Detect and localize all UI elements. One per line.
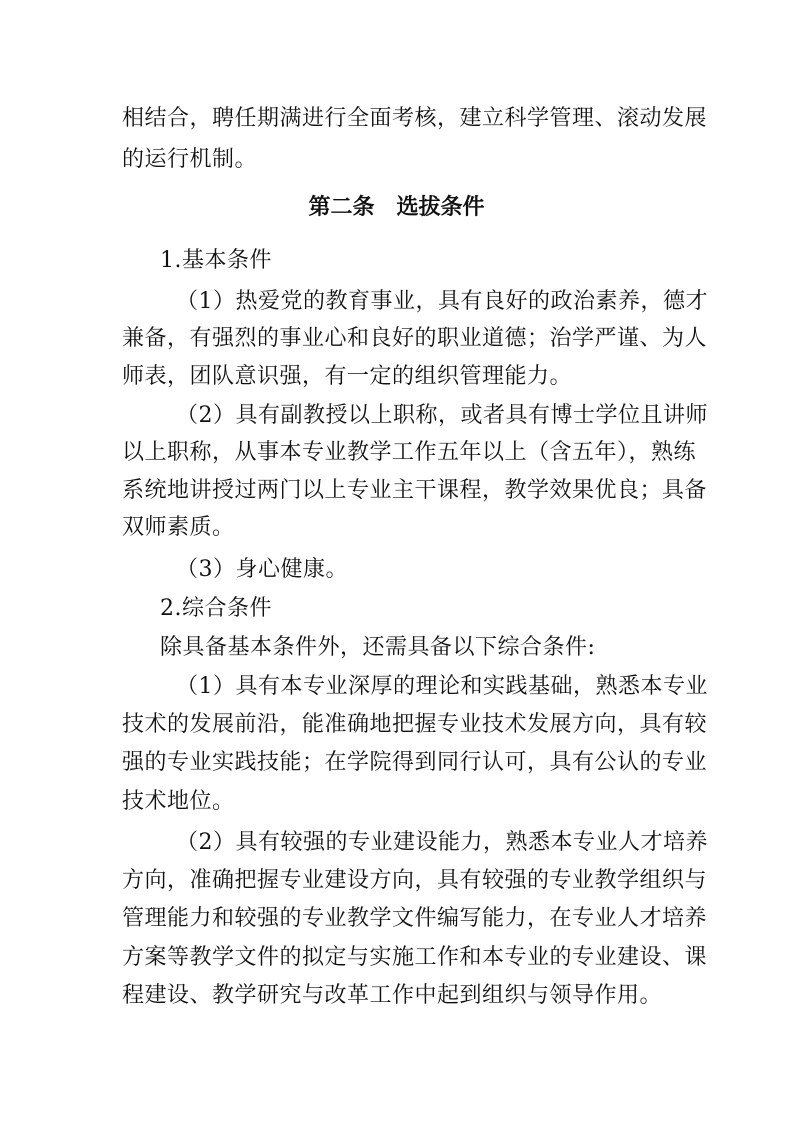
comprehensive-item-2-line-2: 方向，准确把握专业建设方向，具有较强的专业教学组织与 [122, 868, 708, 893]
comprehensive-item-2-line-5: 程建设、教学研究与改革工作中起到组织与领导作用。 [122, 983, 663, 1008]
basic-item-2-line-3: 系统地讲授过两门以上专业主干课程，教学效果优良；具备 [122, 478, 708, 503]
basic-item-2-line-1: （2）具有副教授以上职称，或者具有博士学位且讲师 [176, 403, 708, 428]
comprehensive-item-1-line-1: （1）具有本专业深厚的理论和实践基础，熟悉本专业 [176, 674, 708, 699]
basic-item-2-line-2: 以上职称，从事本专业教学工作五年以上（含五年），熟练 [122, 440, 697, 465]
comprehensive-conditions-title: 2.综合条件 [160, 596, 272, 621]
intro-line-2: 的运行机制。 [122, 147, 258, 172]
comprehensive-item-1-line-3: 强的专业实践技能；在学院得到同行认可，具有公认的专业 [122, 750, 708, 775]
basic-item-3-line-1: （3）身心健康。 [176, 557, 348, 582]
basic-item-1-line-1: （1）热爱党的教育事业，具有良好的政治素养，德才 [176, 289, 708, 314]
basic-item-1-line-3: 师表，团队意识强，有一定的组织管理能力。 [122, 364, 573, 389]
comprehensive-item-2-line-1: （2）具有较强的专业建设能力，熟悉本专业人才培养 [176, 830, 708, 855]
comprehensive-item-1-line-4: 技术地位。 [122, 789, 235, 814]
comprehensive-item-2-line-4: 方案等教学文件的拟定与实施工作和本专业的专业建设、课 [122, 945, 708, 970]
section-heading: 第二条 选拔条件 [308, 195, 485, 220]
basic-item-2-line-4: 双师素质。 [122, 515, 235, 540]
comprehensive-item-1-line-2: 技术的发展前沿，能准确地把握专业技术发展方向，具有较 [122, 712, 708, 737]
comprehensive-item-2-line-3: 管理能力和较强的专业教学文件编写能力，在专业人才培养 [122, 906, 708, 931]
basic-conditions-title: 1.基本条件 [160, 248, 272, 273]
intro-line-1: 相结合，聘任期满进行全面考核，建立科学管理、滚动发展 [122, 106, 708, 131]
basic-item-1-line-2: 兼备，有强烈的事业心和良好的职业道德；治学严谨、为人 [122, 326, 708, 351]
comprehensive-lead: 除具备基本条件外，还需具备以下综合条件: [160, 635, 596, 660]
